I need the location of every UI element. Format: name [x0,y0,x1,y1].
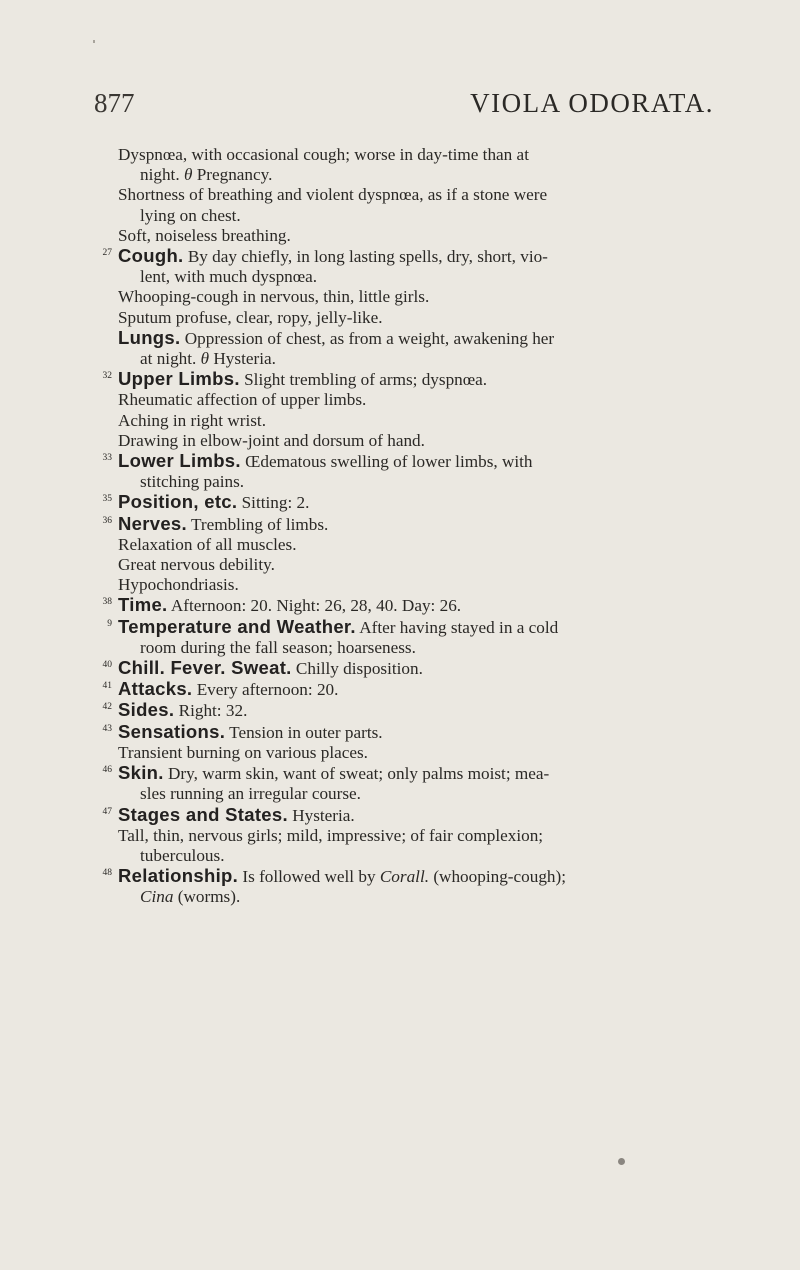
entry-text: Oppression of chest, as from a weight, awakening her [184,328,555,348]
section-heading: Lungs. [118,326,181,348]
entry-text: Œdematous swelling of lower limbs, with [245,452,533,472]
entry [118,328,738,369]
entry [107,615,738,658]
entry-text: at night. [140,349,197,369]
remedy-note: (worms). [173,887,241,907]
section-number: 42 [102,702,112,713]
page-header [94,88,714,128]
page-body [102,145,738,908]
entry [118,287,738,307]
section-heading: Stages and States. [118,803,288,825]
entry-text: Tension in outer parts. [229,722,383,742]
entry-text: Soft, noiseless breathing. [118,225,291,245]
remedy-note: (whooping-cough); [429,867,567,887]
entry [118,411,738,431]
entry-text: Rheumatic affection of upper limbs. [118,390,367,410]
entry-text: Sputum profuse, clear, ropy, jelly-like. [118,307,383,327]
section-heading: Sides. [118,699,175,721]
entry-text: Great nervous debility. [118,555,275,575]
section-heading: Attacks. [118,678,193,700]
entry-text: Slight trembling of arms; dyspnœa. [244,370,488,390]
section-number: 40 [102,660,112,671]
entry [102,762,738,804]
entry [102,803,738,826]
section-number: 35 [102,494,112,505]
entry-text: Right: 32. [178,701,248,721]
entry [102,594,738,616]
entry-text: Dyspnœa, with occasional cough; worse in day-time than at [118,145,529,164]
theta-symbol: θ [183,165,193,185]
entry [118,226,738,246]
entry [102,865,738,907]
entry-text: Aching in right wrist. [118,410,266,430]
section-heading: Sensations. [118,720,226,742]
section-number: 32 [102,371,112,382]
entry-text: Shortness of breathing and violent dyspnœa, as if a stone were [118,185,548,205]
section-heading: Lower Limbs. [118,450,241,472]
section-number: 38 [102,597,112,608]
entry-text: Whooping-cough in nervous, thin, little girls. [118,287,430,307]
entry-text: Relaxation of all muscles. [118,534,297,554]
entry-text: lying on chest. [140,205,241,225]
section-heading: Relationship. [118,865,239,887]
entry [118,826,738,866]
entry [102,245,738,287]
section-number: 27 [102,248,112,259]
section-number: 36 [102,515,112,526]
section-number: 41 [102,681,112,692]
entry [118,555,738,575]
entry-text: After having stayed in a cold [359,617,559,637]
entry [102,450,738,492]
entry-text: Tall, thin, nervous girls; mild, impressive; of fair complexion; [118,825,544,845]
section-number: 46 [102,765,112,776]
entry-text: Hypochondriasis. [118,575,239,595]
entry-text: Afternoon: 20. Night: 26, 28, 40. Day: 26. [170,596,462,616]
section-heading: Upper Limbs. [118,368,240,390]
section-heading: Cough. [118,245,184,267]
theta-symbol: θ [200,349,210,369]
section-number: 9 [107,618,112,629]
entry [102,491,738,513]
section-heading: Temperature and Weather. [118,615,356,637]
entry [118,535,738,555]
entry-text: sles running an irregular course. [140,784,361,804]
entry-text: Trembling of limbs. [190,514,329,534]
entry [102,368,738,390]
condition-text: Hysteria. [213,349,276,369]
remedy-name: Corall. [379,867,430,887]
entry-text: Is followed well by [242,867,376,887]
entry [118,431,738,451]
section-number: 47 [102,806,112,817]
entry-text: room during the fall season; hoarseness. [140,637,416,657]
entry-text: Sitting: 2. [241,493,310,513]
entry [102,678,738,700]
ink-spot [618,1158,625,1165]
entry [102,512,738,535]
entry [118,390,738,410]
section-number: 48 [102,868,112,879]
page-number: 877 [94,88,135,118]
entry [102,720,738,743]
entry [118,145,738,185]
remedy-name: Cina [140,887,174,907]
entry [118,575,738,595]
entry [102,699,738,721]
running-title: VIOLA ODORATA. [470,88,714,118]
entry [118,743,738,763]
section-heading: Time. [118,594,168,616]
section-heading: Position, etc. [118,491,238,513]
section-number: 43 [102,723,112,734]
entry-text: lent, with much dyspnœa. [140,267,318,287]
entry-text: Hysteria. [292,805,355,825]
entry-text: tuberculous. [140,845,225,865]
entry-text: stitching pains. [140,472,245,492]
entry [102,657,738,679]
entry-text: By day chiefly, in long lasting spells, dry, short, vio- [187,247,548,267]
page-speck [93,40,95,43]
entry-text: Dry, warm skin, want of sweat; only palms moist; mea- [168,764,550,784]
entry-text: Every afternoon: 20. [196,680,339,700]
condition-text: Pregnancy. [196,165,273,185]
section-heading: Chill. Fever. Sweat. [118,657,292,679]
entry-text: Chilly disposition. [295,659,423,679]
section-number: 33 [102,453,112,464]
entry [118,185,738,225]
entry-text: night. [140,165,180,185]
entry [118,308,738,328]
section-heading: Skin. [118,762,164,784]
section-heading: Nerves. [118,512,187,534]
entry-text: Transient burning on various places. [118,742,368,762]
entry-text: Drawing in elbow-joint and dorsum of hand. [118,430,425,450]
